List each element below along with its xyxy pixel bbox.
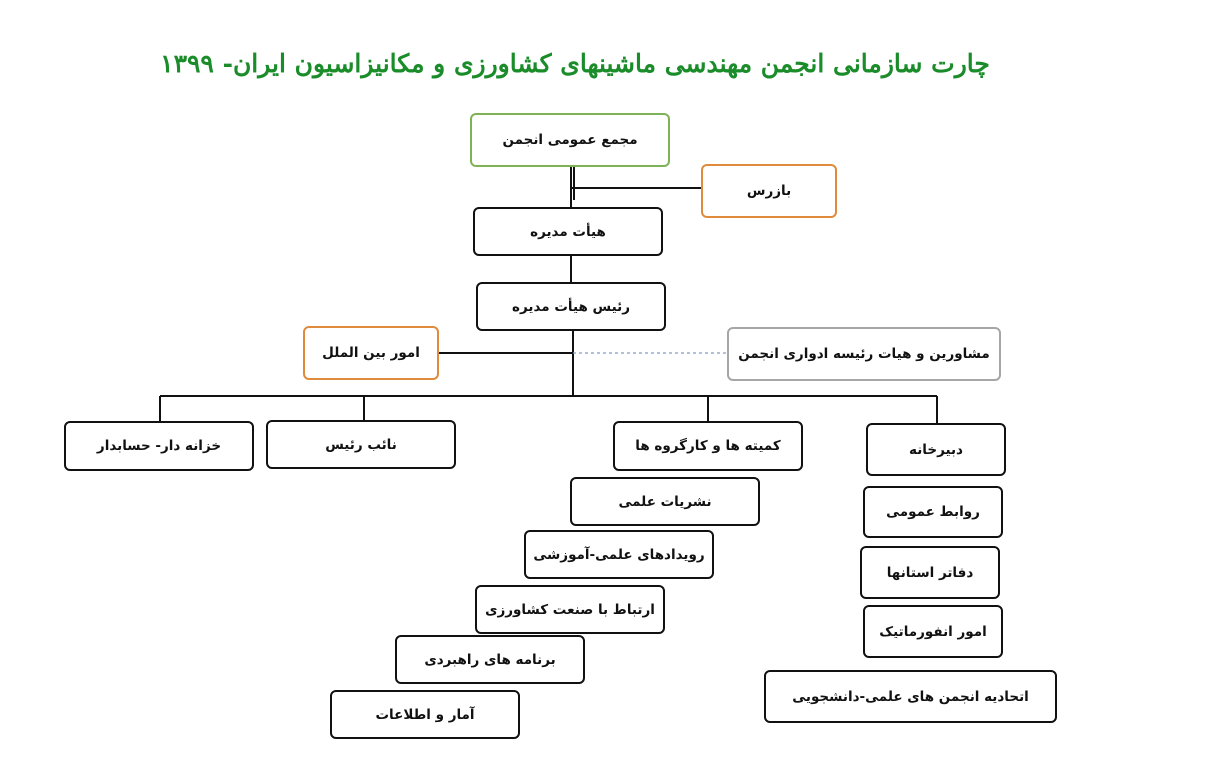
node-strategic-programs: برنامه های راهبردی [395,635,585,684]
node-advisors: مشاورین و هیات رئیسه ادواری انجمن [727,327,1001,381]
node-secretariat: دبیرخانه [866,423,1006,476]
chart-title: چارت سازمانی انجمن مهندسی ماشینهای کشاورزی و مکانیزاسیون ایران- ۱۳۹۹ [160,49,990,78]
node-general-assembly: مجمع عمومی انجمن [470,113,670,167]
node-committees: کمیته ها و کارگروه ها [613,421,803,471]
node-industry-relations: ارتباط با صنعت کشاورزی [475,585,665,634]
node-public-relations: روابط عمومی [863,486,1003,538]
node-board-chairman: رئیس هیأت مدیره [476,282,666,331]
node-scientific-events: رویدادهای علمی-آموزشی [524,530,714,579]
node-treasurer: خزانه دار- حسابدار [64,421,254,471]
node-board-of-directors: هیأت مدیره [473,207,663,256]
node-statistics-information: آمار و اطلاعات [330,690,520,739]
node-inspector: بازرس [701,164,837,218]
node-scientific-publications: نشریات علمی [570,477,760,526]
node-provincial-offices: دفاتر استانها [860,546,1000,599]
node-vice-president: نائب رئیس [266,420,456,469]
node-student-union: اتحادیه انجمن های علمی-دانشجویی [764,670,1057,723]
node-informatics-affairs: امور انفورماتیک [863,605,1003,658]
node-international-affairs: امور بین الملل [303,326,439,380]
